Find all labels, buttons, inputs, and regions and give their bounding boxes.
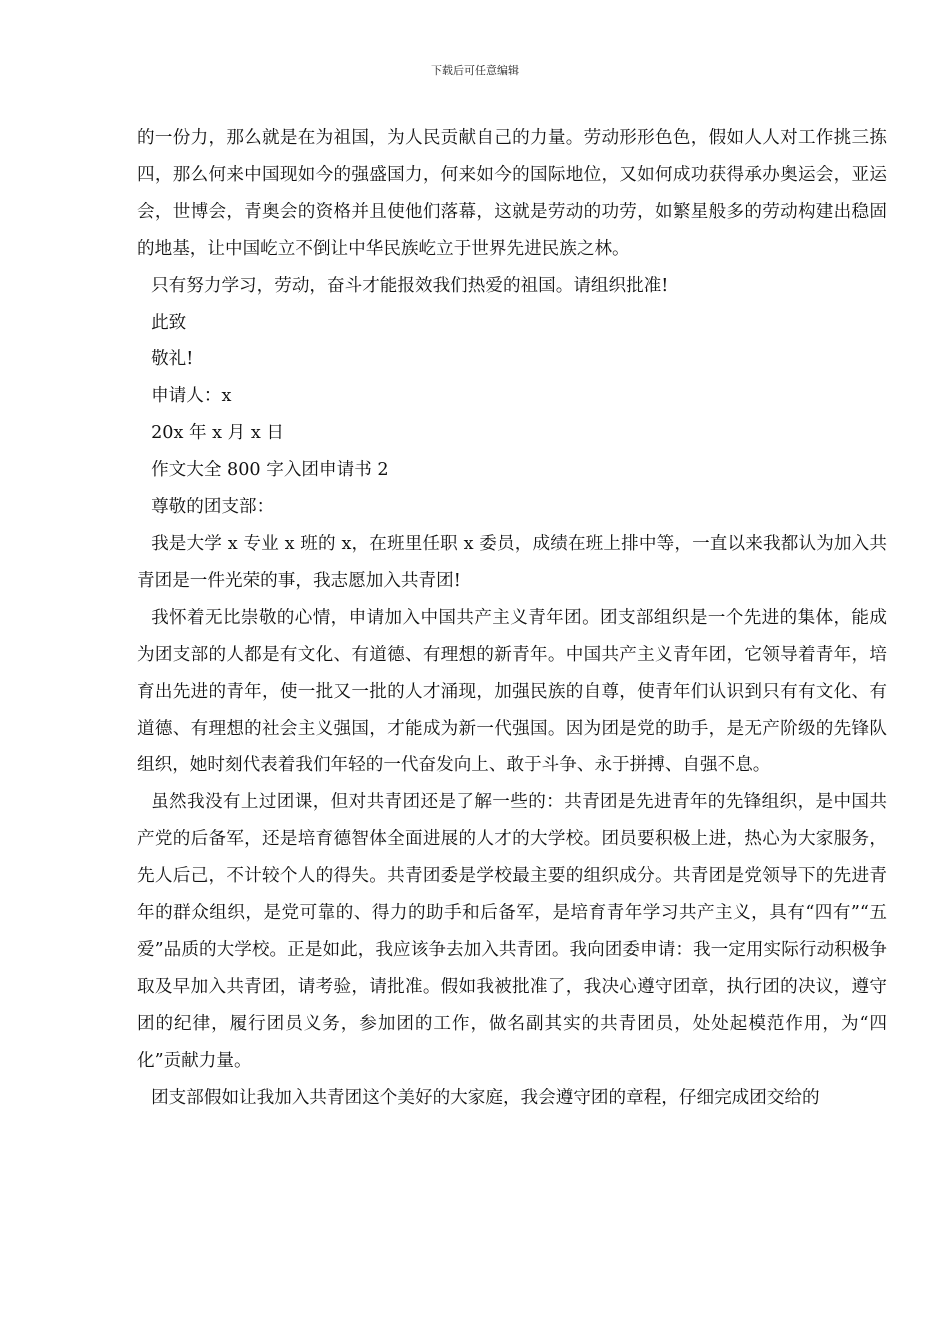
- paragraph-closing-request: 只有努力学习，劳动，奋斗才能报效我们热爱的祖国。请组织批准!: [151, 275, 669, 296]
- applicant-line: 申请人：x: [151, 386, 232, 407]
- greeting-line: 尊敬的团支部：: [151, 497, 275, 518]
- paragraph-understanding: 虽然我没有上过团课，但对共青团还是了解一些的：共青团是先进青年的先锋组织，是中国共产党的后备军，还是培育德智体全面进展的人才的大学校。团员要积极上进，热心为大家服务，先人后己，不计较个人的得失。共青团委是学校最主要的组织成分。共青团是党领导下的先进青年的群众组织，是党可靠的、得力的助手和后备军，是培育青年学习共产主义，具有“四有”“五爱”品质的大学校。正是如此，我应该争去加入共青团。我向团委申请：我一定用实际行动积极争取及早加入共青团，请考验，请批准。假如我被批准了，我决心遵守团章，执行团的决议，遵守团的纪律，履行团员义务，参加团的工作，做名副其实的共青团员，处处起模范作用，为“四化”贡献力量。: [137, 792, 887, 1071]
- salutation-jingli: 敬礼!: [151, 349, 194, 370]
- section-title: 作文大全 800 字入团申请书 2: [151, 460, 389, 481]
- date-line: 20x 年 x 月 x 日: [151, 423, 284, 444]
- paragraph-commitment: 团支部假如让我加入共青团这个美好的大家庭，我会遵守团的章程，仔细完成团交给的: [151, 1087, 820, 1108]
- salutation-cizhi: 此致: [151, 312, 187, 333]
- paragraph-continuation: 的一份力，那么就是在为祖国，为人民贡献自己的力量。劳动形形色色，假如人人对工作挑三拣四，那么何来中国现如今的强盛国力，何来如今的国际地位，又如何成功获得承办奥运会，亚运会，世博会，青奥会的资格并且使他们落幕，这就是劳动的功劳，如繁星般多的劳动构建出稳固的地基，让中国屹立不倒让中华民族屹立于世界先进民族之林。: [137, 128, 887, 259]
- page-header: 下载后可任意编辑: [431, 64, 519, 77]
- paragraph-intro: 我是大学 x 专业 x 班的 x，在班里任职 x 委员，成绩在班上排中等，一直以来我都认为加入共青团是一件光荣的事，我志愿加入共青团!: [137, 533, 887, 591]
- paragraph-motivation: 我怀着无比崇敬的心情，申请加入中国共产主义青年团。团支部组织是一个先进的集体，能成为团支部的人都是有文化、有道德、有理想的新青年。中国共产主义青年团，它领导着青年，培育出先进的青年，使一批又一批的人才涌现，加强民族的自尊，使青年们认识到只有有文化、有道德、有理想的社会主义强国，才能成为新一代强国。因为团是党的助手，是无产阶级的先锋队组织，她时刻代表着我们年轻的一代奋发向上、敢于斗争、永于拼搏、自强不息。: [137, 607, 887, 776]
- document-body: [137, 120, 887, 1116]
